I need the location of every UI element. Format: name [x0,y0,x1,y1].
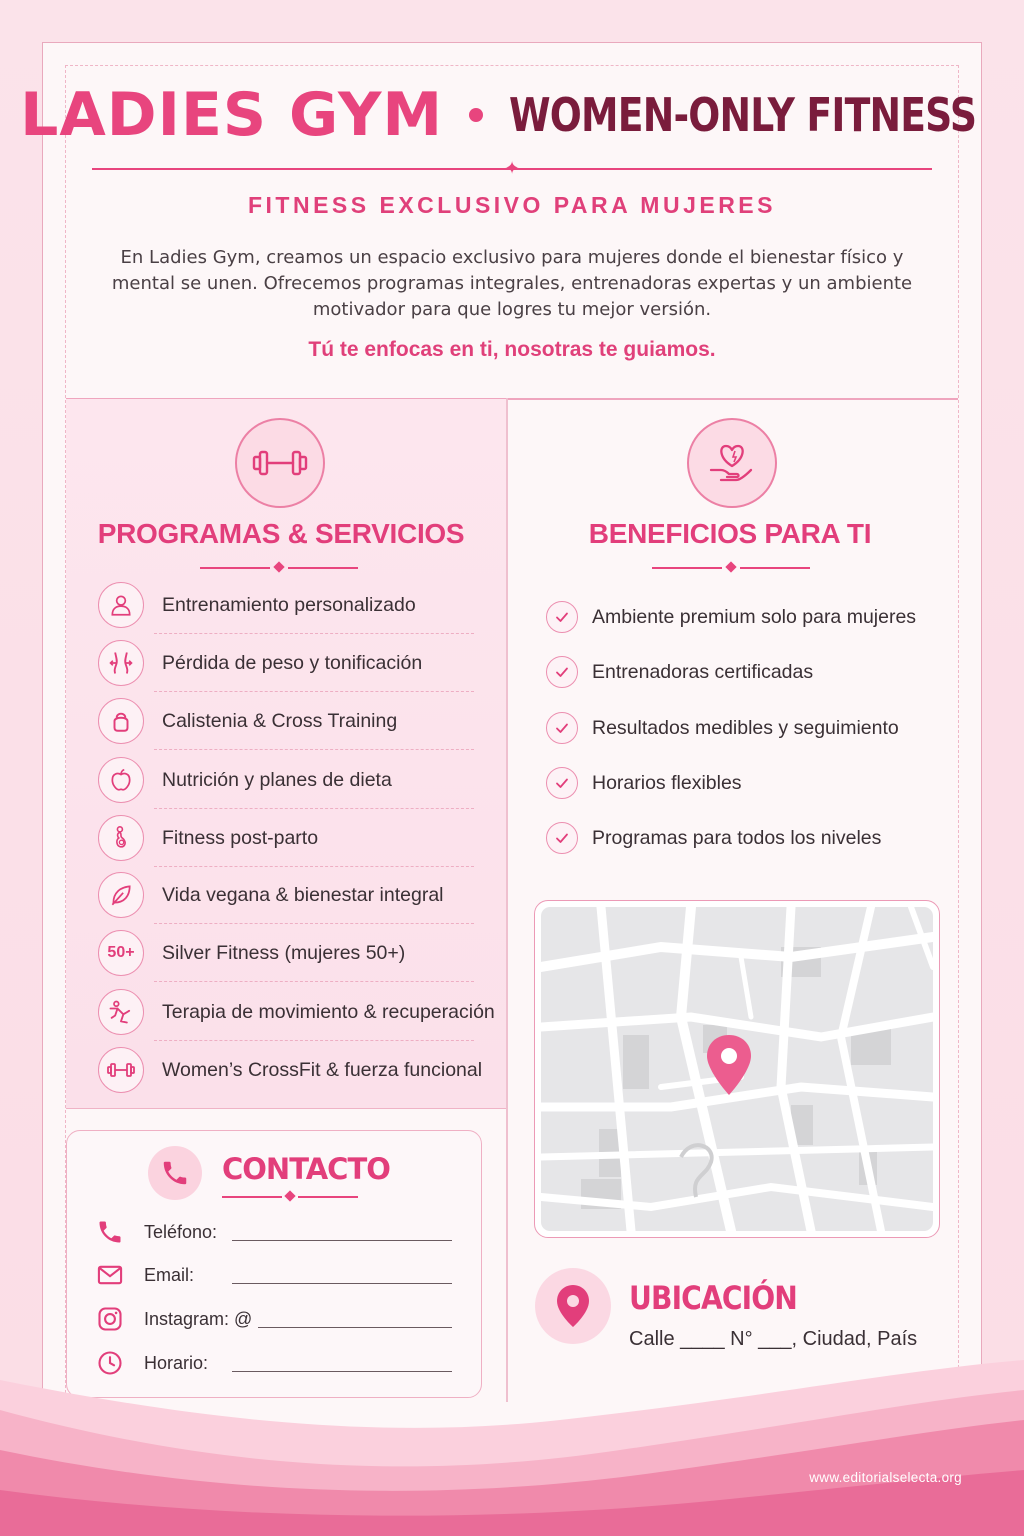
kettlebell-icon [98,698,144,744]
benefit-label: Resultados medibles y seguimiento [592,716,899,739]
program-item [98,809,474,867]
heart-hand-icon [687,418,777,508]
bottom-waves [0,1360,1024,1536]
program-item [98,576,474,634]
contact-phone-row [96,1217,217,1247]
email-icon [96,1261,124,1289]
phone-label: Teléfono: [144,1221,218,1242]
phone-icon [96,1218,124,1246]
instagram-label: Instagram: @ [144,1308,253,1329]
stretch-icon [98,989,144,1035]
program-label: Terapia de movimiento & recuperación [162,1000,495,1023]
row-separator [154,749,474,750]
program-label: Entrenamiento personalizado [162,593,416,616]
map-graphic [541,907,933,1231]
program-label: Women’s CrossFit & fuerza funcional [162,1058,483,1081]
benefit-label: Ambiente premium solo para mujeres [592,605,917,628]
apple-icon [98,757,144,803]
location-map [534,900,940,1238]
instagram-icon [96,1305,124,1333]
fifty-plus-icon: 50+ [98,930,144,976]
person-icon [98,582,144,628]
program-label: Fitness post-parto [162,826,319,849]
benefit-label: Programas para todos los niveles [592,826,882,849]
program-item [98,866,474,924]
hours-label: Horario: [144,1352,209,1373]
program-label: Vida vegana & bienestar integral [162,883,444,906]
subtitle: FITNESS EXCLUSIVO PARA MUJERES [247,192,776,218]
benefit-label: Entrenadoras certificadas [592,660,814,683]
program-label: Nutrición y planes de dieta [162,768,392,791]
brand-tagline: WOMEN-ONLY FITNESS [509,88,977,142]
poster-title [0,80,1024,150]
program-label: Pérdida de peso y tonificación [162,651,423,674]
program-item [98,924,474,982]
intro-text: En Ladies Gym, creamos un espacio exclusivo para mujeres donde el bienestar físico y mental se unen. Ofrecemos programas integrales, entrenadoras expertas y un ambiente motivador para que logres tu mejor versión. [111,247,913,320]
email-label: Email: [144,1264,195,1285]
phone-icon [148,1146,202,1200]
programs-title: PROGRAMAS & SERVICIOS [97,518,465,549]
leaf-icon [98,872,144,918]
location-address: Calle ____ N° ___, Ciudad, País [629,1328,918,1350]
contact-email-row [96,1260,194,1290]
dumbbell-icon [98,1047,144,1093]
pregnant-icon [98,815,144,861]
programs-ornament [200,563,358,573]
footer-url[interactable]: www.editorialselecta.org [809,1470,962,1485]
program-item [98,692,474,750]
phone-field[interactable] [232,1240,452,1241]
waist-icon [98,640,144,686]
benefit-item [546,766,742,800]
benefits-title: BENEFICIOS PARA TI [588,518,872,549]
program-item [98,634,474,692]
contact-instagram-row [96,1304,252,1334]
benefit-item [546,711,899,745]
contact-ornament [222,1192,358,1202]
benefit-item [546,821,881,855]
program-label: Silver Fitness (mujeres 50+) [162,941,406,964]
check-icon [546,656,578,688]
location-pin-icon [535,1268,611,1344]
email-field[interactable] [232,1283,452,1284]
check-icon [546,822,578,854]
dumbbell-icon [235,418,325,508]
benefit-label: Horarios flexibles [592,771,742,794]
benefits-ornament [652,563,810,573]
title-dot [469,108,483,122]
benefit-item [546,655,813,689]
check-icon [546,601,578,633]
brand-name: LADIES GYM [20,80,444,150]
benefit-item [546,600,916,634]
program-item [98,751,474,809]
program-item [98,983,495,1041]
location-title: UBICACIÓN [629,1279,797,1317]
program-item [98,1041,483,1099]
column-divider [506,398,508,1402]
slogan: Tú te enfocas en ti, nosotras te guiamos. [308,338,716,361]
contact-title: CONTACTO [222,1152,390,1186]
check-icon [546,712,578,744]
instagram-field[interactable] [258,1327,452,1328]
program-label: Calistenia & Cross Training [162,709,398,732]
check-icon [546,767,578,799]
row-separator [154,981,474,982]
sparkle-icon: ✦ [504,158,520,178]
